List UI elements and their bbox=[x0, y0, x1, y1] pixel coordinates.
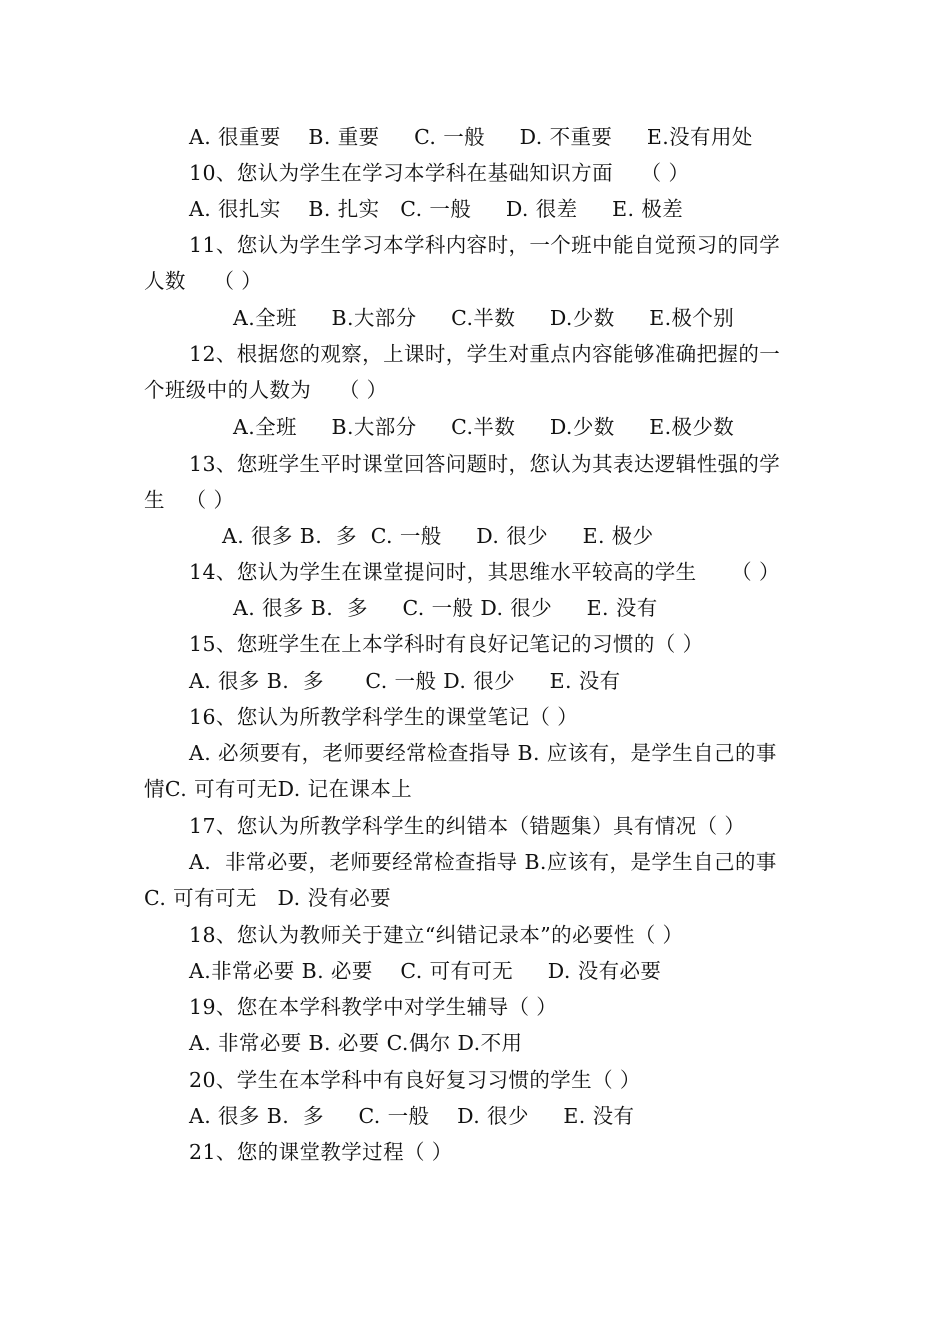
q21-question: 21、您的课堂教学过程（ ） bbox=[189, 1140, 453, 1164]
q12-question: 12、根据您的观察，上课时，学生对重点内容能够准确把握的一 bbox=[189, 342, 781, 366]
q12-options: A.全班 B.大部分 C.半数 D.少数 E.极少数 bbox=[233, 415, 735, 439]
q15-options: A. 很多 B. 多 C. 一般 D. 很少 E. 没有 bbox=[189, 669, 621, 693]
q18-options: A.非常必要 B. 必要 C. 可有可无 D. 没有必要 bbox=[189, 959, 662, 983]
q13-question-cont: 生 （ ） bbox=[144, 488, 235, 512]
q13-question: 13、您班学生平时课堂回答问题时，您认为其表达逻辑性强的学 bbox=[189, 452, 781, 476]
q19-options: A. 非常必要 B. 必要 C.偶尔 D.不用 bbox=[189, 1031, 523, 1055]
q10-question: 10、您认为学生在学习本学科在基础知识方面 （ ） bbox=[189, 161, 690, 185]
q14-options: A. 很多 B. 多 C. 一般 D. 很少 E. 没有 bbox=[233, 596, 658, 620]
q13-options: A. 很多 B. 多 C. 一般 D. 很少 E. 极少 bbox=[222, 524, 654, 548]
q19-question: 19、您在本学科教学中对学生辅导（ ） bbox=[189, 995, 558, 1019]
q10-options: A. 很扎实 B. 扎实 C. 一般 D. 很差 E. 极差 bbox=[189, 197, 684, 221]
q20-question: 20、学生在本学科中有良好复习习惯的学生（ ） bbox=[189, 1068, 641, 1092]
q17-options: A. 非常必要，老师要经常检查指导 B.应该有，是学生自己的事 bbox=[189, 850, 777, 874]
q15-question: 15、您班学生在上本学科时有良好记笔记的习惯的（ ） bbox=[189, 632, 704, 656]
q14-question: 14、您认为学生在课堂提问时，其思维水平较高的学生 （ ） bbox=[189, 560, 780, 584]
q17-question: 17、您认为所教学科学生的纠错本（错题集）具有情况（ ） bbox=[189, 814, 746, 838]
q12-question-cont: 个班级中的人数为 （ ） bbox=[144, 378, 388, 402]
q11-question-cont: 人数 （ ） bbox=[144, 269, 263, 293]
q17-options-cont: C. 可有可无 D. 没有必要 bbox=[144, 886, 392, 910]
q11-options: A.全班 B.大部分 C.半数 D.少数 E.极个别 bbox=[233, 306, 735, 330]
q9-options: A. 很重要 B. 重要 C. 一般 D. 不重要 E.没有用处 bbox=[189, 125, 753, 149]
q18-question: 18、您认为教师关于建立“纠错记录本”的必要性（ ） bbox=[189, 923, 684, 947]
q16-options: A. 必须要有，老师要经常检查指导 B. 应该有，是学生自己的事 bbox=[189, 741, 777, 765]
q11-question: 11、您认为学生学习本学科内容时，一个班中能自觉预习的同学 bbox=[189, 233, 781, 257]
q16-options-cont: 情C. 可有可无D. 记在课本上 bbox=[144, 777, 413, 801]
q16-question: 16、您认为所教学科学生的课堂笔记（ ） bbox=[189, 705, 579, 729]
q20-options: A. 很多 B. 多 C. 一般 D. 很少 E. 没有 bbox=[189, 1104, 635, 1128]
